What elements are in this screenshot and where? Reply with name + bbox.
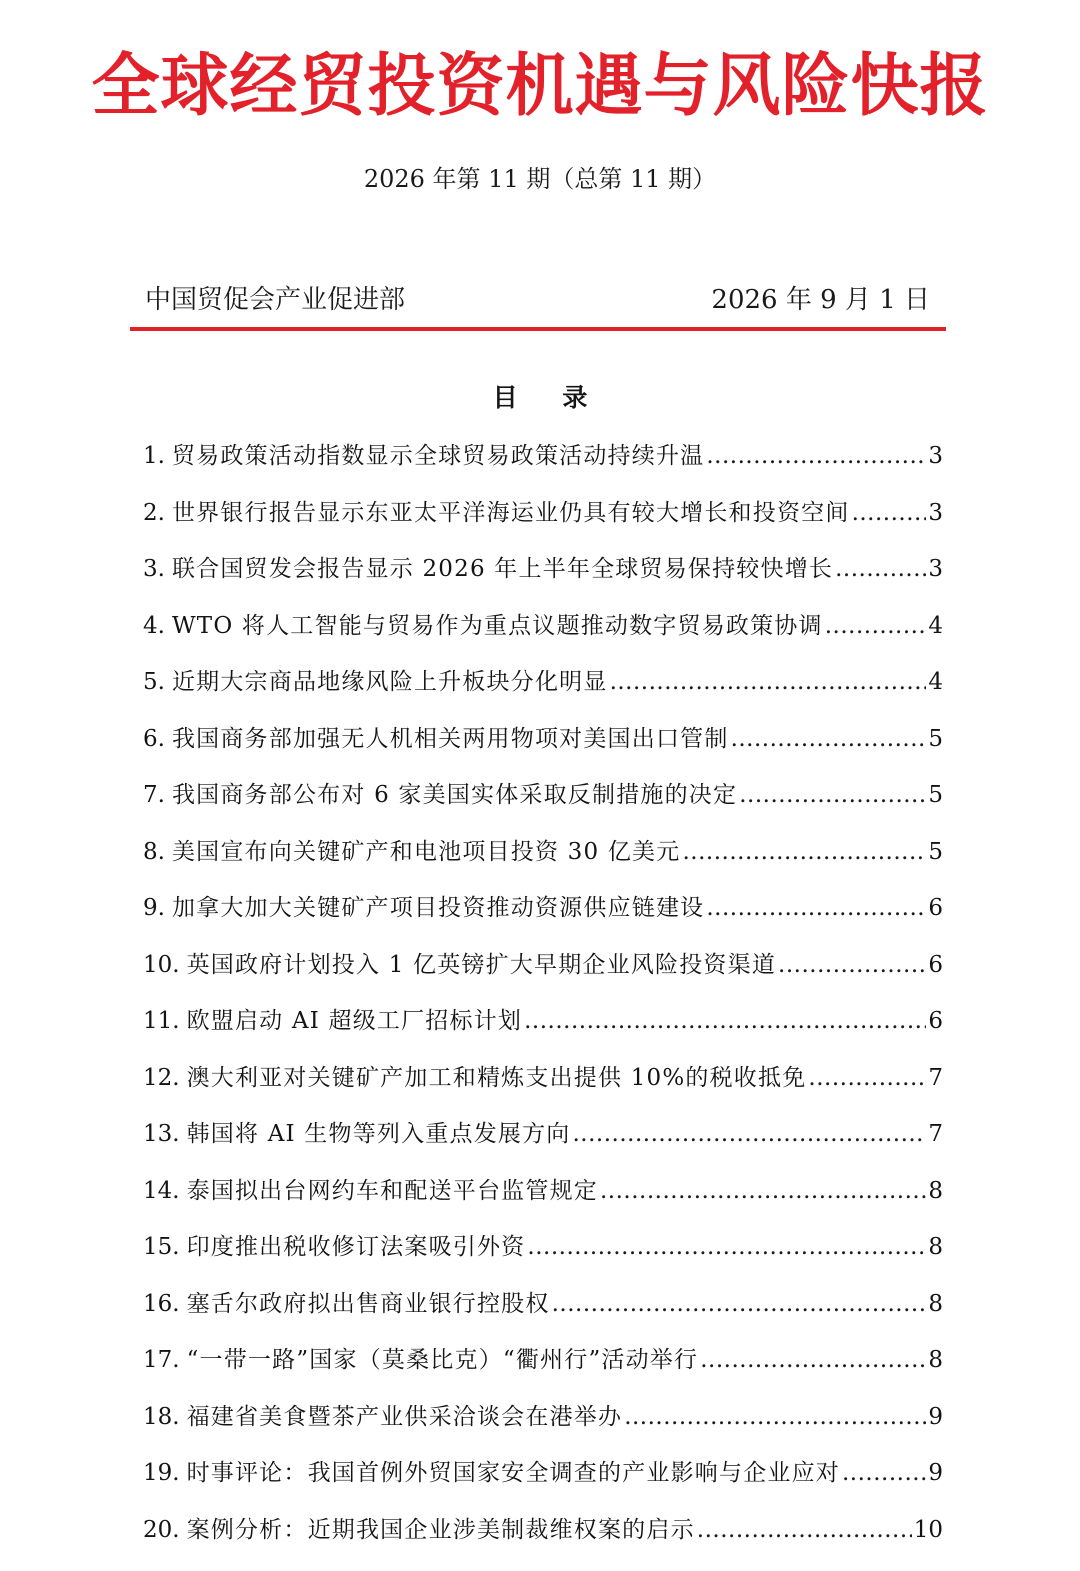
- toc-item[interactable]: [143, 1454, 943, 1511]
- toc-item-title: 时事评论：我国首例外贸国家安全调查的产业影响与企业应对: [186, 1460, 840, 1486]
- toc-dot-leader: [624, 1398, 926, 1436]
- toc-item-title: 近期大宗商品地缘风险上升板块分化明显: [171, 669, 608, 695]
- toc-item[interactable]: [143, 889, 943, 946]
- toc-item-number: 7.: [143, 782, 165, 808]
- toc-item[interactable]: [143, 833, 943, 890]
- toc-dot-leader: [731, 720, 927, 758]
- toc-item-page: 6: [928, 951, 943, 978]
- toc-item-number: 11.: [143, 1008, 180, 1034]
- toc-item-page: 8: [928, 1290, 943, 1317]
- toc-item-title: 联合国贸发会报告显示 2026 年上半年全球贸易保持较快增长: [171, 556, 834, 582]
- masthead-title: 全球经贸投资机遇与风险快报: [91, 46, 989, 126]
- toc-item-number: 20.: [143, 1516, 180, 1543]
- toc-dot-leader: [610, 663, 927, 701]
- toc-item-page: 7: [928, 1121, 943, 1147]
- toc-dot-leader: [600, 1172, 926, 1210]
- toc-item[interactable]: [143, 1002, 943, 1059]
- toc-item-page: 8: [928, 1347, 943, 1373]
- publisher-row: [145, 282, 930, 318]
- toc-item[interactable]: [143, 1511, 943, 1568]
- toc-item-page: 8: [928, 1234, 943, 1260]
- toc-item-page: 5: [928, 782, 943, 808]
- toc-item-number: 6.: [143, 725, 165, 752]
- toc-item-number: 4.: [143, 612, 165, 639]
- toc-item-page: 10: [913, 1516, 943, 1543]
- toc-dot-leader: [700, 1341, 926, 1379]
- toc-dot-leader: [524, 1002, 926, 1040]
- toc-item[interactable]: [143, 607, 943, 664]
- toc-item[interactable]: [143, 1398, 943, 1455]
- toc-dot-leader: [706, 437, 926, 475]
- toc-item-number: 14.: [143, 1177, 180, 1204]
- toc-item-number: 5.: [143, 669, 165, 695]
- toc-item-number: 8.: [143, 838, 165, 865]
- toc-dot-leader: [682, 833, 926, 871]
- toc-item-title: 澳大利亚对关键矿产加工和精炼支出提供 10%的税收抵免: [186, 1064, 807, 1091]
- toc-dot-leader: [552, 1285, 927, 1323]
- toc-heading: 目 录: [492, 383, 606, 412]
- toc-dot-leader: [808, 1059, 926, 1097]
- toc-item-number: 1.: [143, 443, 165, 469]
- toc-item-title: 贸易政策活动指数显示全球贸易政策活动持续升温: [171, 443, 705, 469]
- toc-item-number: 18.: [143, 1403, 180, 1430]
- toc-item-number: 13.: [143, 1121, 180, 1147]
- toc-item-number: 10.: [143, 951, 180, 978]
- toc-dot-leader: [527, 1228, 926, 1266]
- toc-item-page: 7: [928, 1064, 943, 1091]
- toc-item-page: 3: [928, 443, 943, 469]
- toc-dot-leader: [739, 776, 926, 814]
- toc-item[interactable]: [143, 720, 943, 777]
- toc-item-number: 2.: [143, 499, 165, 526]
- toc-item[interactable]: [143, 550, 943, 607]
- header-divider: [130, 327, 946, 331]
- toc-item-title: 加拿大加大关键矿产项目投资推动资源供应链建设: [171, 895, 705, 921]
- toc-item-number: 16.: [143, 1290, 180, 1317]
- toc-item[interactable]: [143, 1228, 943, 1285]
- toc-dot-leader: [706, 889, 926, 927]
- toc-item[interactable]: [143, 663, 943, 720]
- table-of-contents: [143, 437, 943, 1567]
- toc-item-title: 我国商务部公布对 6 家美国实体采取反制措施的决定: [171, 782, 738, 808]
- toc-item-title: 福建省美食暨茶产业供采洽谈会在港举办: [186, 1403, 623, 1430]
- toc-item-page: 5: [928, 838, 943, 865]
- toc-item[interactable]: [143, 1341, 943, 1398]
- toc-item-page: 5: [928, 725, 943, 752]
- toc-dot-leader: [573, 1115, 927, 1153]
- toc-item-page: 9: [928, 1403, 943, 1430]
- toc-item-number: 3.: [143, 556, 165, 582]
- toc-dot-leader: [697, 1511, 912, 1549]
- toc-dot-leader: [842, 1454, 926, 1492]
- toc-item-page: 4: [928, 669, 943, 695]
- toc-item-number: 17.: [143, 1347, 180, 1373]
- toc-item-page: 4: [928, 612, 943, 639]
- toc-item[interactable]: [143, 776, 943, 833]
- toc-item[interactable]: [143, 946, 943, 1003]
- toc-dot-leader: [835, 550, 926, 588]
- toc-item-page: 3: [928, 556, 943, 582]
- publisher-name: 中国贸促会产业促进部: [145, 285, 406, 315]
- toc-item-page: 8: [928, 1177, 943, 1204]
- toc-item[interactable]: [143, 1172, 943, 1229]
- toc-item-title: WTO 将人工智能与贸易作为重点议题推动数字贸易政策协调: [171, 612, 823, 639]
- toc-item-title: 韩国将 AI 生物等列入重点发展方向: [186, 1121, 571, 1147]
- toc-item-title: 美国宣布向关键矿产和电池项目投资 30 亿美元: [171, 838, 681, 865]
- toc-item-number: 9.: [143, 895, 165, 921]
- toc-item-title: 泰国拟出台网约车和配送平台监管规定: [186, 1177, 598, 1204]
- toc-item[interactable]: [143, 1285, 943, 1342]
- toc-item-title: 塞舌尔政府拟出售商业银行控股权: [186, 1290, 550, 1317]
- toc-item[interactable]: [143, 437, 943, 494]
- toc-item-title: “一带一路”国家（莫桑比克）“衢州行”活动举行: [186, 1347, 699, 1373]
- toc-item-page: 6: [928, 1008, 943, 1034]
- toc-item[interactable]: [143, 1115, 943, 1172]
- toc-item[interactable]: [143, 1059, 943, 1116]
- toc-item-number: 15.: [143, 1234, 180, 1260]
- toc-item-title: 我国商务部加强无人机相关两用物项对美国出口管制: [171, 725, 729, 752]
- toc-item[interactable]: [143, 494, 943, 551]
- toc-dot-leader: [778, 946, 926, 984]
- toc-item-title: 欧盟启动 AI 超级工厂招标计划: [186, 1008, 523, 1034]
- toc-item-page: 9: [928, 1460, 943, 1486]
- toc-dot-leader: [825, 607, 927, 645]
- toc-item-number: 19.: [143, 1460, 180, 1486]
- toc-item-title: 案例分析：近期我国企业涉美制裁维权案的启示: [186, 1516, 695, 1543]
- toc-item-title: 英国政府计划投入 1 亿英镑扩大早期企业风险投资渠道: [186, 951, 777, 978]
- toc-item-page: 6: [928, 895, 943, 921]
- toc-item-title: 印度推出税收修订法案吸引外资: [186, 1234, 526, 1260]
- issue-number: 2026 年第 11 期（总第 11 期）: [363, 165, 717, 193]
- toc-item-number: 12.: [143, 1064, 180, 1091]
- publish-date: 2026 年 9 月 1 日: [711, 285, 930, 315]
- toc-item-title: 世界银行报告显示东亚太平洋海运业仍具有较大增长和投资空间: [171, 499, 850, 526]
- toc-dot-leader: [852, 494, 927, 532]
- toc-item-page: 3: [928, 499, 943, 526]
